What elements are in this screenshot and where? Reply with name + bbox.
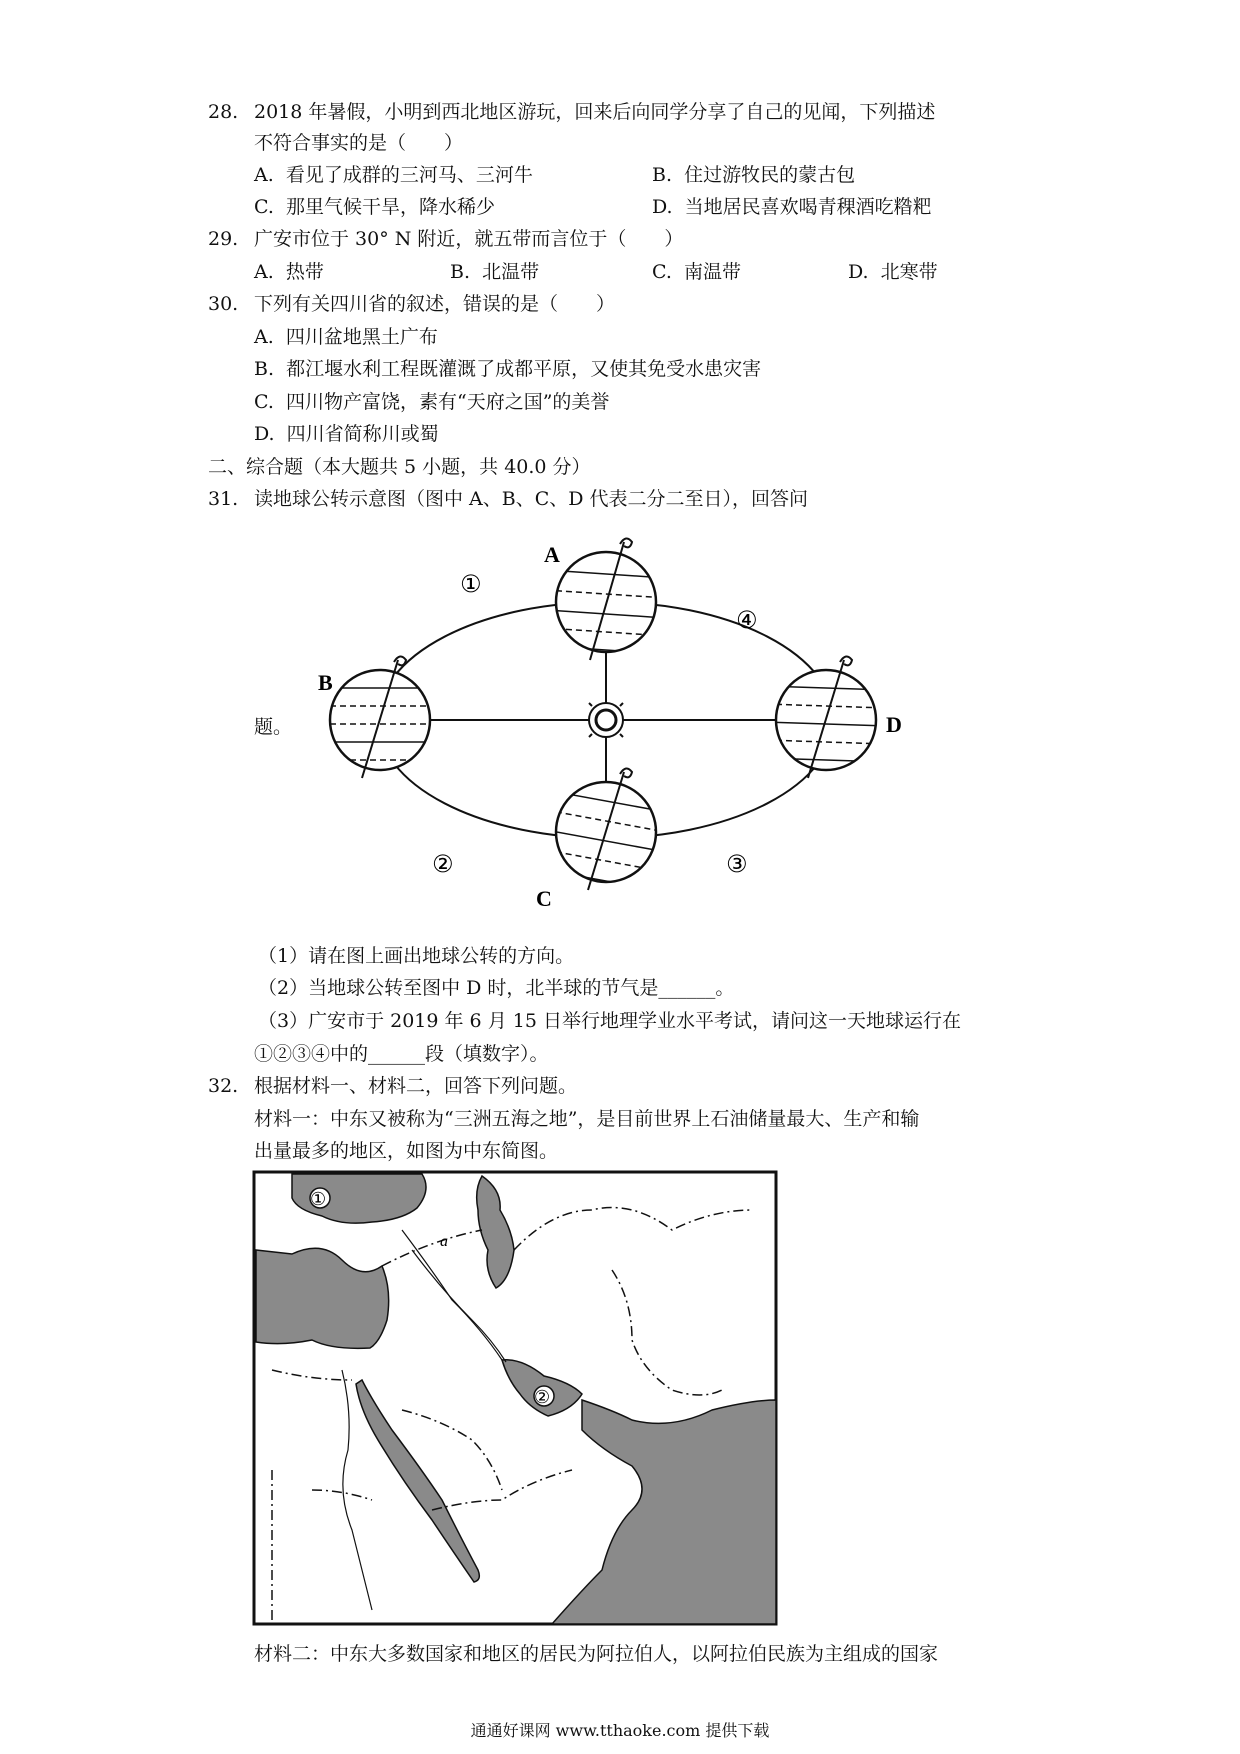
q28-option-d: D. 当地居民喜欢喝青稞酒吃糌粑 <box>652 196 932 218</box>
label-b: B <box>318 670 333 695</box>
section-heading: 二、综合题（本大题共 5 小题，共 40.0 分） <box>208 456 591 478</box>
q32-material1-line2: 出量最多的地区，如图为中东简图。 <box>254 1140 559 1162</box>
q31-sub2: （2）当地球公转至图中 D 时，北半球的节气是______。 <box>258 977 735 999</box>
q28-option-c: C. 那里气候干旱，降水稀少 <box>254 196 495 218</box>
middle-east-map <box>252 1170 778 1626</box>
q32-material2-line1: 材料二：中东大多数国家和地区的居民为阿拉伯人，以阿拉伯民族为主组成的国家 <box>254 1643 939 1665</box>
q31-sub3-line2: ①②③④中的______段（填数字）。 <box>254 1043 549 1065</box>
q32-stem: 根据材料一、材料二，回答下列问题。 <box>254 1075 578 1097</box>
q28-option-b: B. 住过游牧民的蒙古包 <box>652 164 856 186</box>
q30-option-a: A. 四川盆地黑土广布 <box>254 326 438 348</box>
label-d: D <box>886 712 902 737</box>
earth-position-a <box>546 538 666 660</box>
q30-stem: 下列有关四川省的叙述，错误的是（ ） <box>254 293 616 315</box>
segment-3-label: ③ <box>726 850 748 878</box>
q28-stem-line2: 不符合事实的是（ ） <box>254 132 464 154</box>
earth-orbit-diagram <box>300 520 920 920</box>
q30-option-c: C. 四川物产富饶，素有“天府之国”的美誉 <box>254 391 610 413</box>
q31-number: 31. <box>208 488 239 510</box>
q31-stem: 读地球公转示意图（图中 A、B、C、D 代表二分二至日），回答问 <box>254 488 809 510</box>
q28-option-a: A. 看见了成群的三河马、三河牛 <box>254 164 533 186</box>
q32-material1-line1: 材料一：中东又被称为“三洲五海之地”，是目前世界上石油储量最大、生产和输 <box>254 1108 920 1130</box>
q29-stem: 广安市位于 30° N 附近，就五带而言位于（ ） <box>254 228 684 250</box>
q30-number: 30. <box>208 293 239 315</box>
q29-option-d: D. 北寒带 <box>848 261 938 283</box>
label-a: A <box>544 542 560 567</box>
q31-sub3-line1: （3）广安市于 2019 年 6 月 15 日举行地理学业水平考试，请问这一天地球运行在 <box>258 1010 961 1032</box>
q31-sub1: （1）请在图上画出地球公转的方向。 <box>258 945 575 967</box>
earth-position-b <box>320 656 440 778</box>
q29-option-a: A. 热带 <box>254 261 324 283</box>
q28-number: 28. <box>208 101 239 123</box>
q30-option-d: D. 四川省简称川或蜀 <box>254 423 439 445</box>
earth-position-c <box>546 768 666 892</box>
q29-option-b: B. 北温带 <box>450 261 540 283</box>
segment-4-label: ④ <box>736 606 758 634</box>
map-label-a: a <box>440 1233 448 1250</box>
earth-position-d <box>766 656 886 778</box>
segment-1-label: ① <box>460 570 482 598</box>
label-c: C <box>536 886 552 911</box>
q31-stem-tail: 题。 <box>254 716 293 738</box>
page-footer: 通通好课网 www.tthaoke.com 提供下载 <box>470 1721 770 1740</box>
map-label-1: ① <box>310 1189 327 1210</box>
segment-2-label: ② <box>432 850 454 878</box>
q28-stem-line1: 2018 年暑假，小明到西北地区游玩，回来后向同学分享了自己的见闻，下列描述 <box>254 101 936 123</box>
map-label-2: ② <box>534 1387 551 1408</box>
q32-number: 32. <box>208 1075 239 1097</box>
q29-option-c: C. 南温带 <box>652 261 741 283</box>
sun-icon <box>582 696 630 744</box>
q29-number: 29. <box>208 228 239 250</box>
q30-option-b: B. 都江堰水利工程既灌溉了成都平原，又使其免受水患灾害 <box>254 358 762 380</box>
